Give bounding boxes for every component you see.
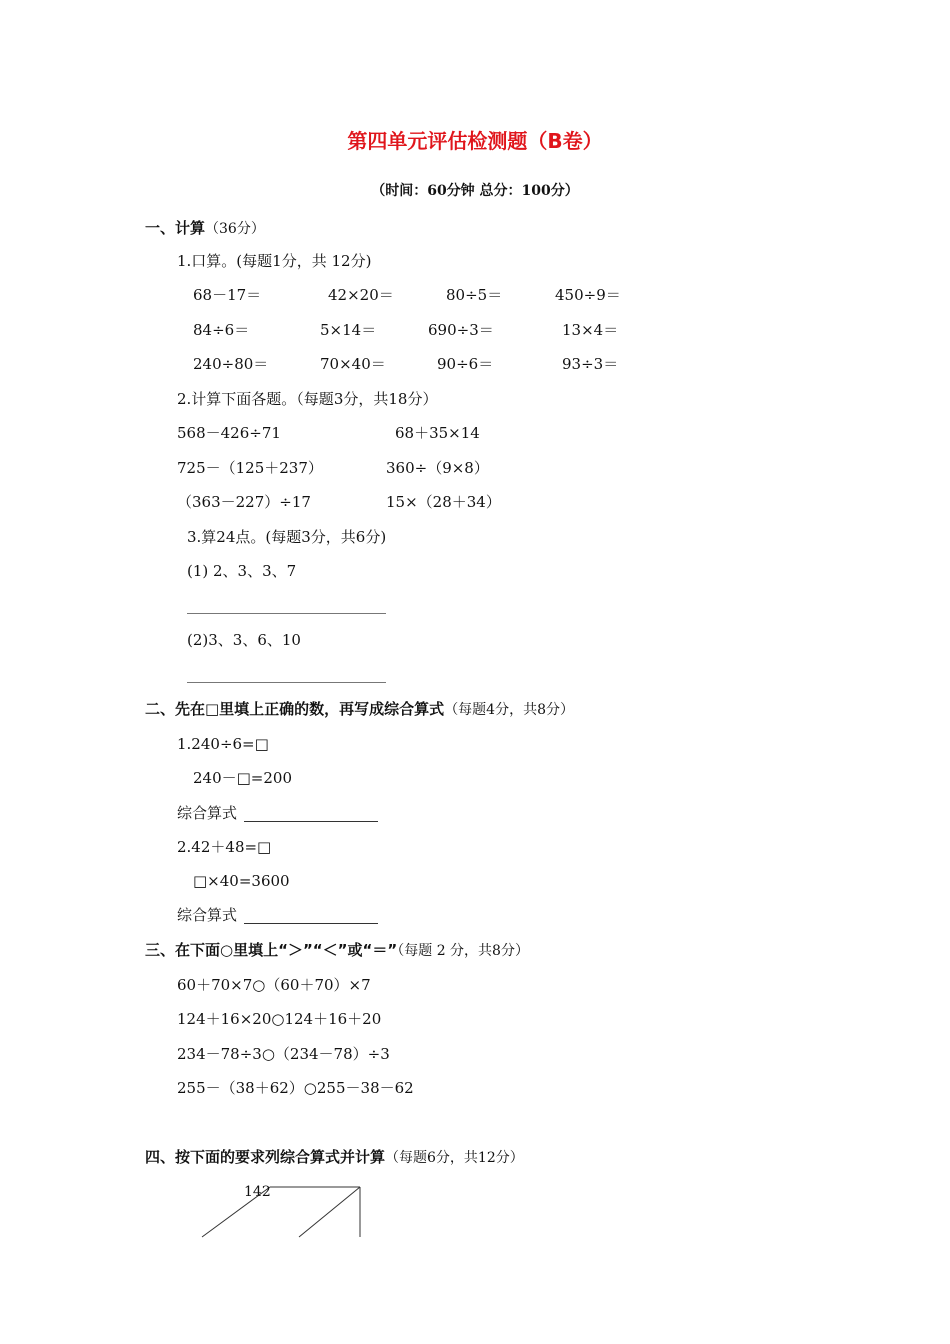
oral-item: 68－17＝ bbox=[193, 286, 262, 304]
q1-label: 1.口算。(每题1分，共 12分) bbox=[177, 252, 372, 270]
section-1-note: （36分） bbox=[205, 221, 265, 237]
calc-item: 568－426÷71 bbox=[177, 424, 281, 442]
answer-line bbox=[187, 682, 386, 683]
page-title: 第四单元评估检测题（B卷） bbox=[347, 129, 603, 153]
24-point-item: (2)3、3、6、10 bbox=[187, 631, 301, 649]
compare-item: 124＋16×20○124＋16＋20 bbox=[177, 1010, 382, 1028]
diagram-number: 142 bbox=[244, 1184, 271, 1200]
oral-item: 690÷3＝ bbox=[428, 321, 494, 339]
oral-item: 5×14＝ bbox=[320, 321, 377, 339]
calc-item: 725－（125＋237） bbox=[177, 459, 323, 477]
calculation-diagram bbox=[195, 1180, 370, 1250]
section-4-note: （每题6分，共12分） bbox=[385, 1150, 524, 1166]
fill-line: □×40=3600 bbox=[193, 872, 290, 890]
24-point-item: (1) 2、3、3、7 bbox=[187, 562, 297, 580]
section-4-heading bbox=[145, 1147, 524, 1168]
section-2-heading bbox=[145, 699, 574, 720]
section-1-heading bbox=[145, 218, 265, 239]
oral-item: 13×4＝ bbox=[562, 321, 619, 339]
calc-item: 68＋35×14 bbox=[395, 424, 480, 442]
section-1-title: 一、计算 bbox=[145, 219, 206, 237]
combined-formula-label: 综合算式 bbox=[177, 804, 238, 822]
answer-line bbox=[187, 613, 386, 614]
fill-line: 240－□=200 bbox=[193, 769, 293, 787]
section-3-note: （每题 2 分，共8分） bbox=[397, 943, 529, 959]
calc-item: （363－227）÷17 bbox=[177, 493, 311, 511]
fill-line: 2.42＋48=□ bbox=[177, 838, 272, 856]
q3-label: 3.算24点。(每题3分，共6分) bbox=[187, 528, 387, 546]
compare-item: 255－（38＋62）○255－38－62 bbox=[177, 1079, 414, 1097]
section-4-title: 四、按下面的要求列综合算式并计算 bbox=[145, 1148, 386, 1166]
oral-item: 90÷6＝ bbox=[437, 355, 494, 373]
calc-item: 360÷（9×8） bbox=[386, 459, 489, 477]
oral-item: 42×20＝ bbox=[328, 286, 394, 304]
answer-line bbox=[244, 821, 378, 822]
oral-item: 84÷6＝ bbox=[193, 321, 250, 339]
section-3-title: 三、在下面○里填上“＞”“＜”或“＝” bbox=[145, 941, 398, 959]
oral-item: 450÷9＝ bbox=[555, 286, 621, 304]
oral-item: 240÷80＝ bbox=[193, 355, 269, 373]
fill-line: 1.240÷6=□ bbox=[177, 735, 269, 753]
diagram-right-branch bbox=[299, 1187, 360, 1237]
compare-item: 60＋70×7○（60＋70）×7 bbox=[177, 976, 371, 994]
compare-item: 234－78÷3○（234－78）÷3 bbox=[177, 1045, 390, 1063]
section-2-title: 二、先在□里填上正确的数，再写成综合算式 bbox=[145, 700, 445, 718]
answer-line bbox=[244, 923, 378, 924]
calc-item: 15×（28＋34） bbox=[386, 493, 501, 511]
combined-formula-label: 综合算式 bbox=[177, 906, 238, 924]
oral-item: 70×40＝ bbox=[320, 355, 386, 373]
q2-label: 2.计算下面各题。（每题3分，共18分） bbox=[177, 390, 438, 408]
time-score-info: （时间：60分钟 总分：100分） bbox=[371, 183, 579, 199]
section-2-note: （每题4分，共8分） bbox=[444, 702, 575, 718]
oral-item: 93÷3＝ bbox=[562, 355, 619, 373]
oral-item: 80÷5＝ bbox=[446, 286, 503, 304]
section-3-heading bbox=[145, 940, 529, 961]
